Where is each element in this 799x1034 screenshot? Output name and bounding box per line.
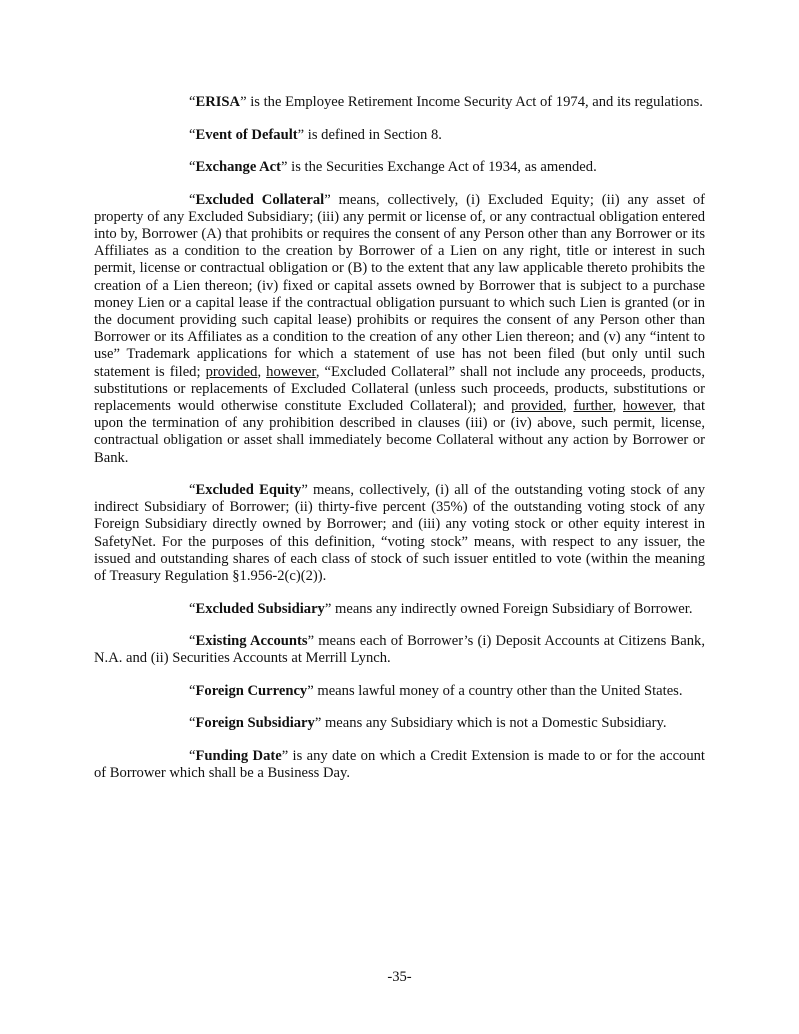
however-underlined: however — [623, 397, 673, 414]
definition-erisa: “ERISA” is the Employee Retirement Income Security Act of 1974, and its regulations. — [189, 94, 703, 110]
defined-term: Foreign Currency — [195, 682, 308, 699]
definition-event-of-default: “Event of Default” is defined in Section 8. — [189, 126, 442, 143]
defined-term: Foreign Subsidiary — [195, 715, 315, 732]
provided-underlined: provided — [511, 397, 563, 414]
however-underlined: however — [266, 363, 316, 380]
defined-term: Funding Date — [195, 747, 282, 764]
defined-term: Excluded Equity — [195, 482, 302, 499]
separator: , — [563, 397, 574, 414]
definition-text: means, collectively, (i) Excluded Equity; (ii) any asset of property of any Excluded Subsidiary; (iii) any permit or license of, or any contractual obligation entered into by, Borrower (A) that prohibits or requires the consent of any Person other than any Borrower or its Affiliates as a condition to the creation by Borrower of a Lien on any right, title or interest in such permit, license or contractual obligation or (B) to the extent that any law applicable thereto prohibits the creation of a Lien thereon; (iv) fixed or capital assets owned by Borrower that is subject to a purchase money Lien or a capital lease if the contractual obligation pursuant to which such Lien is granted (or in the document providing such capital lease) prohibits or requires the consent of any Person other than Borrower or its Affiliates as a condition to the creation of any other Lien thereon; and (v) any “intent to use” Trademark applications for which a statement of use has not been filed (but only until such statement is filed; — [94, 191, 705, 380]
further-underlined: further — [573, 397, 613, 414]
definition-text: means each of Borrower’s (i) Deposit Accounts at Citizens Bank, N.A. and (ii) Securities Accounts at Merrill Lynch. — [94, 633, 705, 667]
definition-text: means any Subsidiary which is not a Domestic Subsidiary. — [321, 715, 667, 732]
defined-term: Excluded Collateral — [195, 191, 325, 208]
separator: , — [257, 363, 267, 380]
definition-text: means lawful money of a country other than the United States. — [313, 682, 683, 699]
defined-term: Event of Default — [195, 126, 298, 143]
defined-term: ERISA — [195, 94, 241, 110]
definitions-body — [94, 94, 705, 797]
definition-exchange-act: “Exchange Act” is the Securities Exchange Act of 1934, as amended. — [189, 159, 597, 175]
defined-term: Exchange Act — [195, 159, 282, 175]
definition-foreign-subsidiary: “Foreign Subsidiary” means any Subsidiary which is not a Domestic Subsidiary. — [189, 715, 667, 732]
definition-text: is the Securities Exchange Act of 1934, as amended. — [287, 159, 597, 175]
defined-term: Excluded Subsidiary — [195, 600, 325, 617]
definition-foreign-currency: “Foreign Currency” means lawful money of a country other than the United States. — [189, 682, 683, 699]
definition-funding-date: “Funding Date” is any date on which a Credit Extension is made to or for the account of Borrower which shall be a Business Day. — [94, 747, 705, 781]
definition-text: is any date on which a Credit Extension is made to or for the account of Borrower which shall be a Business Day. — [94, 747, 705, 781]
definition-text: , “Excluded Collateral” shall not include any proceeds, products, substitutions or replacements of Excluded Collateral (unless such proceeds, products, substitutions or replacements would otherwise constitute Excluded Collateral); and — [94, 363, 705, 414]
separator: , — [612, 397, 623, 414]
definition-existing-accounts: “Existing Accounts” means each of Borrower’s (i) Deposit Accounts at Citizens Bank, N.A. and (ii) Securities Accounts at Merrill Lynch. — [94, 633, 705, 667]
definition-text: means, collectively, (i) all of the outstanding voting stock of any indirect Subsidiary of Borrower; (ii) thirty-five percent (35%) of the outstanding voting stock of any Foreign Subsidiary directly owned by Borrower; and (iii) any voting stock or other equity interest in SafetyNet. For the purposes of this definition, “voting stock” means, with respect to any issuer, the issued and outstanding shares of each class of stock of such issuer entitled to vote (within the meaning of Treasury Regulation §1.956-2(c)(2)). — [94, 482, 706, 585]
provided-underlined: provided — [205, 363, 258, 380]
definition-excluded-subsidiary: “Excluded Subsidiary” means any indirectly owned Foreign Subsidiary of Borrower. — [189, 600, 693, 617]
definition-excluded-equity: “Excluded Equity” means, collectively, (i) all of the outstanding voting stock of any indirect Subsidiary of Borrower; (ii) thirty-five percent (35%) of the outstanding voting stock of any Foreign Subsidiary directly owned by Borrower; and (iii) any voting stock or other equity interest in SafetyNet. For the purposes of this definition, “voting stock” means, with respect to any issuer, the issued and outstanding shares of each class of stock of such issuer entitled to vote (within the meaning of Treasury Regulation §1.956-2(c)(2)). — [94, 482, 706, 585]
definition-excluded-collateral: “Excluded Collateral” means, collectively, (i) Excluded Equity; (ii) any asset of property of any Excluded Subsidiary; (iii) any permit or license of, or any contractual obligation entered into by, Borrower (A) that prohibits or requires the consent of any Person other than any Borrower or its Affiliates as a condition to the creation by Borrower of a Lien on any right, title or interest in such permit, license or contractual obligation or (B) to the extent that any law applicable thereto prohibits the creation of a Lien thereon; (iv) fixed or capital assets owned by Borrower that is subject to a purchase money Lien or a capital lease if the contractual obligation pursuant to which such Lien is granted (or in the document providing such capital lease) prohibits or requires the consent of any Person other than Borrower or its Affiliates as a condition to the creation of any other Lien thereon; and (v) any “intent to use” Trademark applications for which a statement of use has not been filed (but only until such statement is filed; provided, however, “Excluded Collateral” shall not include any proceeds, products, substitutions or replacements of Excluded Collateral (unless such proceeds, products, substitutions or replacements would otherwise constitute Excluded Collateral); and provided, further, however, that upon the termination of any prohibition described in clauses (iii) or (iv) above, such permit, license, contractual obligation or asset shall immediately become Collateral without any action by Borrower or Bank. — [94, 191, 705, 466]
defined-term: Existing Accounts — [195, 633, 308, 650]
definition-text: is the Employee Retirement Income Security Act of 1974, and its regulations. — [246, 94, 703, 110]
definition-text: means any indirectly owned Foreign Subsidiary of Borrower. — [331, 600, 693, 617]
definition-text: , that upon the termination of any prohibition described in clauses (iii) or (iv) above, such permit, license, contractual obligation or asset shall immediately become Collateral without any action by Borrower or Bank. — [94, 397, 705, 466]
definition-text: is defined in Section 8. — [304, 126, 442, 143]
page-number: -35- — [387, 969, 412, 985]
